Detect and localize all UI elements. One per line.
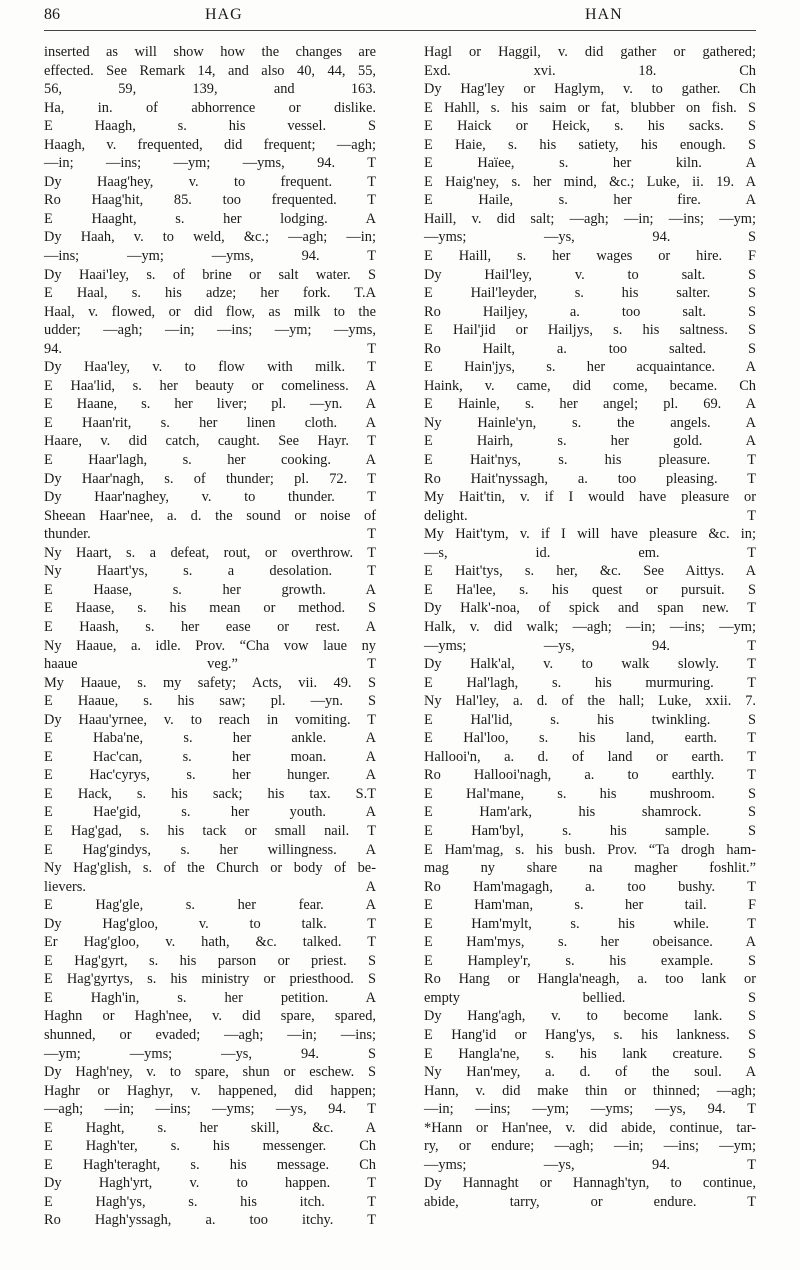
dictionary-line: Ro Hang or Hangla'neagh, a. too lank or [424,971,756,988]
dictionary-line: E Hag'gle, s. her fear. A [44,897,376,914]
dictionary-line: —in; —ins; —ym; —yms; —ys, 94. T [424,1101,756,1118]
dictionary-line: —in; —ins; —ym; —yms, 94. T [44,155,376,172]
dictionary-line: Ny Haart'ys, s. a desolation. T [44,563,376,580]
dictionary-line: E Haal, s. his adze; her fork. T.A [44,285,376,302]
dictionary-line: Dy Hannaght or Hannagh'tyn, to continue, [424,1175,756,1192]
dictionary-line: E Hangla'ne, s. his lank creature. S [424,1045,756,1062]
dictionary-line: E Haaue, s. his saw; pl. —yn. S [44,693,376,710]
dictionary-line: Ny Han'mey, a. d. of the soul. A [424,1064,756,1081]
dictionary-line: ry, or endure; —agh; —in; —ins; —ym; [424,1138,756,1155]
dictionary-line: E Ham'ark, his shamrock. S [424,804,756,821]
dictionary-line: E Hainle, s. her angel; pl. 69. A [424,396,756,413]
dictionary-line: Ny Haart, s. a defeat, rout, or overthrow. T [44,544,376,561]
dictionary-line: Haill, v. did salt; —agh; —in; —ins; —ym; [424,210,756,227]
dictionary-line: *Hann or Han'nee, v. did abide, continue, tar- [424,1119,756,1136]
dictionary-line: E Hal'loo, s. his land, earth. T [424,730,756,747]
dictionary-line: Dy Hail'ley, v. to salt. S [424,266,756,283]
dictionary-line: Haal, v. flowed, or did flow, as milk to the [44,303,376,320]
dictionary-line: Dy Hag'ley or Haglym, v. to gather. Ch [424,81,756,98]
dictionary-line: E Haase, s. his mean or method. S [44,600,376,617]
dictionary-line: E Haar'lagh, s. her cooking. A [44,452,376,469]
dictionary-line: E Hait'nys, s. his pleasure. T [424,452,756,469]
dictionary-line: Ro Hailt, a. too salted. S [424,340,756,357]
dictionary-line: E Hagh'in, s. her petition. A [44,989,376,1006]
dictionary-line: Sheean Haar'nee, a. d. the sound or noise of [44,507,376,524]
dictionary-line: Dy Haar'naghey, v. to thunder. T [44,489,376,506]
dictionary-line: Ro Ham'magagh, a. too bushy. T [424,878,756,895]
running-head-right: HAN [585,6,623,23]
dictionary-line: E Ham'byl, s. his sample. S [424,822,756,839]
right-column [424,43,756,1211]
dictionary-line: —yms; —ys, 94. T [424,1156,756,1173]
dictionary-line: thunder. T [44,526,376,543]
dictionary-line: E Haagh, s. his vessel. S [44,118,376,135]
dictionary-line: Hallooi'n, a. d. of land or earth. T [424,748,756,765]
dictionary-line: Dy Hagh'ney, v. to spare, shun or eschew. S [44,1064,376,1081]
dictionary-line: lievers. A [44,878,376,895]
running-head-left: HAG [205,6,243,23]
dictionary-line: E Hail'leyder, s. his salter. S [424,285,756,302]
dictionary-line: E Hal'lagh, s. his murmuring. T [424,674,756,691]
dictionary-line: E Ham'mys, s. her obeisance. A [424,934,756,951]
dictionary-line: Ny Haaue, a. idle. Prov. “Cha vow laue ny [44,637,376,654]
dictionary-line: Haink, v. came, did come, became. Ch [424,377,756,394]
left-column [44,43,376,1230]
dictionary-line: Dy Haar'nagh, s. of thunder; pl. 72. T [44,470,376,487]
dictionary-line: Ny Hainle'yn, s. the angels. A [424,414,756,431]
dictionary-line: shunned, or evaded; —agh; —in; —ins; [44,1026,376,1043]
dictionary-line: Dy Haai'ley, s. of brine or salt water. S [44,266,376,283]
dictionary-line: E Hagh'ys, s. his itch. T [44,1193,376,1210]
dictionary-line: E Hagh'ter, s. his messenger. Ch [44,1138,376,1155]
dictionary-line: 94. T [44,340,376,357]
dictionary-line: abide, tarry, or endure. T [424,1193,756,1210]
dictionary-line: —yms; —ys, 94. T [424,637,756,654]
page-header [0,0,800,40]
dictionary-line: E Hac'can, s. her moan. A [44,748,376,765]
dictionary-line: —ym; —yms; —ys, 94. S [44,1045,376,1062]
dictionary-line: Hagl or Haggil, v. did gather or gathered; [424,44,756,60]
dictionary-line: E Hal'lid, s. his twinkling. S [424,711,756,728]
header-rule [44,30,756,31]
dictionary-line: Dy Hang'agh, v. to become lank. S [424,1008,756,1025]
dictionary-line: E Haba'ne, s. her ankle. A [44,730,376,747]
dictionary-line: E Hack, s. his sack; his tax. S.T [44,785,376,802]
dictionary-line: Dy Haau'yrnee, v. to reach in vomiting. T [44,711,376,728]
dictionary-line: E Hag'gad, s. his tack or small nail. T [44,822,376,839]
dictionary-line: Ro Hailjey, a. too salt. S [424,303,756,320]
dictionary-line: E Hagh'teraght, s. his message. Ch [44,1156,376,1173]
dictionary-line: Hann, v. did make thin or thinned; —agh; [424,1082,756,1099]
dictionary-line: empty bellied. S [424,989,756,1006]
dictionary-line: E Ha'lee, s. his quest or pursuit. S [424,581,756,598]
dictionary-line: inserted as will show how the changes are [44,44,376,60]
dictionary-line: —yms; —ys, 94. S [424,229,756,246]
dictionary-line: E Haig'ney, s. her mind, &c.; Luke, ii. 19. A [424,173,756,190]
dictionary-line: E Hait'tys, s. her, &c. See Aittys. A [424,563,756,580]
dictionary-line: E Haa'lid, s. her beauty or comeliness. A [44,377,376,394]
dictionary-line: —s, id. em. T [424,544,756,561]
dictionary-line: Haagh, v. frequented, did frequent; —agh; [44,136,376,153]
dictionary-line: Ro Hallooi'nagh, a. to earthly. T [424,767,756,784]
dictionary-line: Ro Haag'hit, 85. too frequented. T [44,192,376,209]
dictionary-line: Haghr or Haghyr, v. happened, did happen; [44,1082,376,1099]
page-number: 86 [44,6,60,23]
dictionary-line: E Hahll, s. his saim or fat, blubber on fish. S [424,99,756,116]
dictionary-line: My Hait'tin, v. if I would have pleasure or [424,489,756,506]
dictionary-line: E Hail'jid or Hailjys, s. his saltness. S [424,322,756,339]
dictionary-line: Haare, v. did catch, caught. See Hayr. T [44,433,376,450]
dictionary-line: Dy Hagh'yrt, v. to happen. T [44,1175,376,1192]
dictionary-line: Ro Hait'nyssagh, a. too pleasing. T [424,470,756,487]
dictionary-line: Ro Hagh'yssagh, a. too itchy. T [44,1212,376,1229]
dictionary-line: E Ham'mylt, s. his while. T [424,915,756,932]
dictionary-line: Dy Halk'al, v. to walk slowly. T [424,656,756,673]
dictionary-line: —ins; —ym; —yms, 94. T [44,248,376,265]
dictionary-line: E Hang'id or Hang'ys, s. his lankness. S [424,1026,756,1043]
dictionary-line: 56, 59, 139, and 163. [44,81,376,98]
dictionary-line: delight. T [424,507,756,524]
dictionary-line: E Haaght, s. her lodging. A [44,210,376,227]
dictionary-line: E Hairh, s. her gold. A [424,433,756,450]
dictionary-line: E Haane, s. her liver; pl. —yn. A [44,396,376,413]
dictionary-line: mag ny share na magher foshlit.” [424,860,756,877]
dictionary-line: Dy Haa'ley, v. to flow with milk. T [44,359,376,376]
dictionary-line: E Hae'gid, s. her youth. A [44,804,376,821]
dictionary-line: E Haill, s. her wages or hire. F [424,248,756,265]
dictionary-line: E Haick or Heick, s. his sacks. S [424,118,756,135]
dictionary-line: Er Hag'gloo, v. hath, &c. talked. T [44,934,376,951]
dictionary-line: E Ham'man, s. her tail. F [424,897,756,914]
dictionary-line: Ny Hag'glish, s. of the Church or body of be- [44,860,376,877]
dictionary-line: Dy Halk'-noa, of spick and span new. T [424,600,756,617]
dictionary-line: Ha, in. of abhorrence or dislike. [44,99,376,116]
dictionary-line: E Haase, s. her growth. A [44,581,376,598]
dictionary-line: E Haan'rit, s. her linen cloth. A [44,414,376,431]
dictionary-line: —agh; —in; —ins; —yms; —ys, 94. T [44,1101,376,1118]
dictionary-line: E Haght, s. her skill, &c. A [44,1119,376,1136]
dictionary-line: E Hag'gindys, s. her willingness. A [44,841,376,858]
dictionary-line: Dy Haag'hey, v. to frequent. T [44,173,376,190]
dictionary-line: E Ham'mag, s. his bush. Prov. “Ta drogh ham- [424,841,756,858]
dictionary-line: E Hag'gyrt, s. his parson or priest. S [44,952,376,969]
dictionary-line: E Hain'jys, s. her acquaintance. A [424,359,756,376]
dictionary-line: E Haash, s. her ease or rest. A [44,618,376,635]
dictionary-line: E Haïee, s. her kiln. A [424,155,756,172]
dictionary-line: E Hag'gyrtys, s. his ministry or priesthood. S [44,971,376,988]
dictionary-line: Ny Hal'ley, a. d. of the hall; Luke, xxii. 7. [424,693,756,710]
dictionary-line: My Hait'tym, v. if I will have pleasure &c. in; [424,526,756,543]
dictionary-line: Dy Haah, v. to weld, &c.; —agh; —in; [44,229,376,246]
dictionary-line: haaue veg.” T [44,656,376,673]
dictionary-line: udder; —agh; —in; —ins; —ym; —yms, [44,322,376,339]
dictionary-line: E Hac'cyrys, s. her hunger. A [44,767,376,784]
dictionary-line: E Hal'mane, s. his mushroom. S [424,785,756,802]
dictionary-line: My Haaue, s. my safety; Acts, vii. 49. S [44,674,376,691]
dictionary-line: effected. See Remark 14, and also 40, 44, 55, [44,62,376,79]
dictionary-line: E Hampley'r, s. his example. S [424,952,756,969]
dictionary-line: Exd. xvi. 18. Ch [424,62,756,79]
dictionary-line: E Haile, s. her fire. A [424,192,756,209]
dictionary-line: Dy Hag'gloo, v. to talk. T [44,915,376,932]
dictionary-line: Halk, v. did walk; —agh; —in; —ins; —ym; [424,618,756,635]
dictionary-line: Haghn or Hagh'nee, v. did spare, spared, [44,1008,376,1025]
dictionary-line: E Haie, s. his satiety, his enough. S [424,136,756,153]
